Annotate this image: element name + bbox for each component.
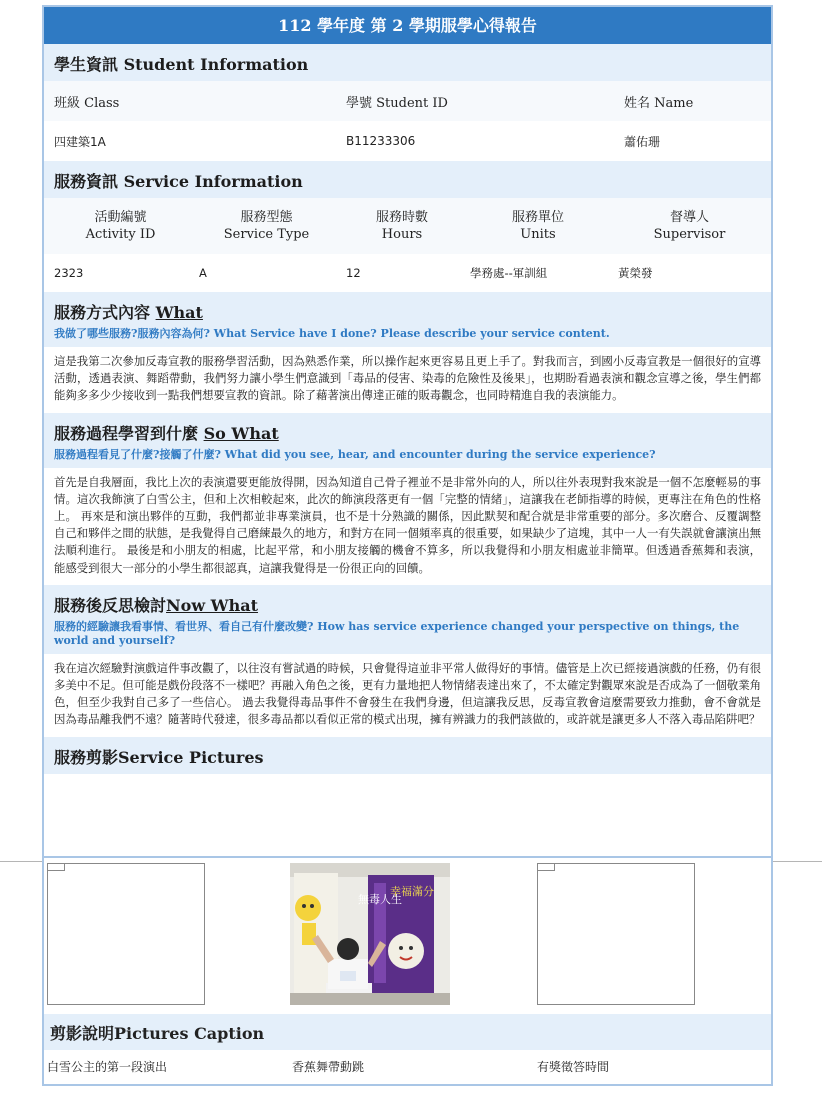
hours-value: 12: [346, 266, 361, 280]
report-form: [42, 5, 773, 858]
class-label: 班級 Class: [54, 95, 120, 111]
now-what-content: 我在這次經驗對演戲這件事改觀了，以往沒有嘗試過的時候，只會覺得這並非平常人做得好的事情。儘管是上次已經接過演戲的任務，仍有很多美中不足。但可能是戲份段落不一樣吧？再融入角色之後，更有力量地把人物情緒表達出來了，不太確定對觀眾來說是否成為了一個敬業角色，但至少我對自己多了一些信心。 過去我覺得毒品事件不會發生在我們身邊，但這讓我反思，反毒宣教會這麼需要致力推動，會不會就是因為毒品離我們不遠？隨著時代發達，很多毒品都以看似正常的模式出現，擁有辨識力的我們該做的，或許就是讓更多人不落入毒品陷阱吧？: [44, 654, 771, 737]
supervisor-value: 黃榮發: [618, 266, 653, 280]
report-title: 112 學年度 第 2 學期服學心得報告: [44, 7, 771, 44]
name-label: 姓名 Name: [624, 95, 694, 111]
captions-title: 剪影說明Pictures Caption: [50, 1024, 265, 1043]
pictures-title: 服務剪影Service Pictures: [54, 747, 264, 767]
service-info-values: [44, 254, 771, 292]
service-type-value: A: [199, 266, 207, 280]
student-info-header: [44, 44, 771, 81]
now-what-title: 服務後反思檢討Now What: [54, 595, 259, 615]
now-what-header: [44, 585, 771, 654]
what-header: [44, 292, 771, 347]
service-photo-image: [290, 863, 450, 1005]
service-photo: [290, 863, 450, 1005]
captions-header: [44, 1014, 771, 1050]
now-what-prompt: 服務的經驗讓我看事情、看世界、看自己有什麼改變? How has service experience changed your perspective on things, the world and yourself?: [54, 619, 740, 647]
student-id-label: 學號 Student ID: [346, 95, 448, 111]
banner-text-left: 無毒人生: [358, 893, 402, 906]
so-what-content: 首先是自我層面，我比上次的表演還要更能放得開，因為知道自己骨子裡並不是非常外向的人，所以往外表現對我來說是一個不怎麼輕易的事情。這次我飾演了白雪公主，但和上次相較起來，此次的飾演段落更有一個「完整的情緒」，這讓我在老師指導的時候，更專注在角色的性格上。 再來是和演出夥伴的互動，我們都並非專業演員，也不是十分熟識的關係，因此默契和配合就是非常重要的部分。多次磨合、反覆調整自己和夥伴之間的狀態，是我覺得自己磨練最久的地方，和對方在同一個頻率真的很重要，如果缺少了這塊，其中一人一有失誤就會讓演出無法順利進行。 最後是和小朋友的相處，比起平常，和小朋友接觸的機會不算多，所以我覺得和小朋友相處並非簡單。但透過香蕉舞和表演，能感受到很大一部分的小學生都很認真，這讓我覺得是一份很正向的回饋。: [44, 468, 771, 585]
service-info-title: 服務資訊 Service Information: [54, 172, 303, 191]
so-what-title: 服務過程學習到什麼 So What: [54, 423, 279, 443]
so-what-header: [44, 413, 771, 468]
pictures-header: [44, 737, 771, 774]
student-info-title: 學生資訊 Student Information: [54, 55, 309, 74]
units-value: 學務處--軍訓組: [470, 266, 548, 280]
units-column: 服務單位 Units: [511, 210, 564, 242]
photo-placeholder-3: [537, 863, 695, 1005]
activity-id-column: 活動編號 Activity ID: [85, 210, 156, 242]
caption-3: 有獎徵答時間: [537, 1060, 610, 1074]
hours-column: 服務時數 Hours: [375, 210, 428, 242]
service-info-columns: [44, 198, 771, 254]
supervisor-column: 督導人 Supervisor: [653, 210, 726, 242]
service-info-header: [44, 161, 771, 198]
what-title: 服務方式內容 What: [54, 303, 203, 322]
so-what-prompt: 服務過程看見了什麼?接觸了什麼? What did you see, hear, and encounter during the service experience?: [54, 447, 656, 461]
caption-2: 香蕉舞帶動跳: [292, 1060, 365, 1074]
banner-text-right: 幸福滿分: [390, 885, 434, 898]
student-id-value: B11233306: [346, 134, 416, 148]
class-value: 四建築1A: [54, 134, 106, 149]
activity-id-value: 2323: [54, 266, 84, 280]
photo-placeholder-1: [47, 863, 205, 1005]
student-info-values: [44, 121, 771, 161]
name-value: 蕭佑珊: [624, 134, 661, 149]
service-type-column: 服務型態 Service Type: [223, 210, 310, 242]
student-info-labels: [44, 81, 771, 121]
caption-1: 白雪公主的第一段演出: [47, 1060, 168, 1074]
what-content: 這是我第二次參加反毒宣教的服務學習活動，因為熟悉作業，所以操作起來更容易且更上手了。對我而言，到國小反毒宣教是一個很好的宣導活動，透過表演、舞蹈帶動，我們努力讓小學生們意識到「毒品的侵害、染毒的危險性及後果」，也期盼看過表演和觀念宣導之後，學生們都能夠多多少少接收到一點我們想要宣教的資訊。除了藉著演出傳達正確的販毒觀念，也同時精進自我的表演能力。: [44, 347, 771, 413]
what-prompt: 我做了哪些服務?服務內容為何? What Service have I done? Please describe your service content.: [54, 327, 610, 340]
